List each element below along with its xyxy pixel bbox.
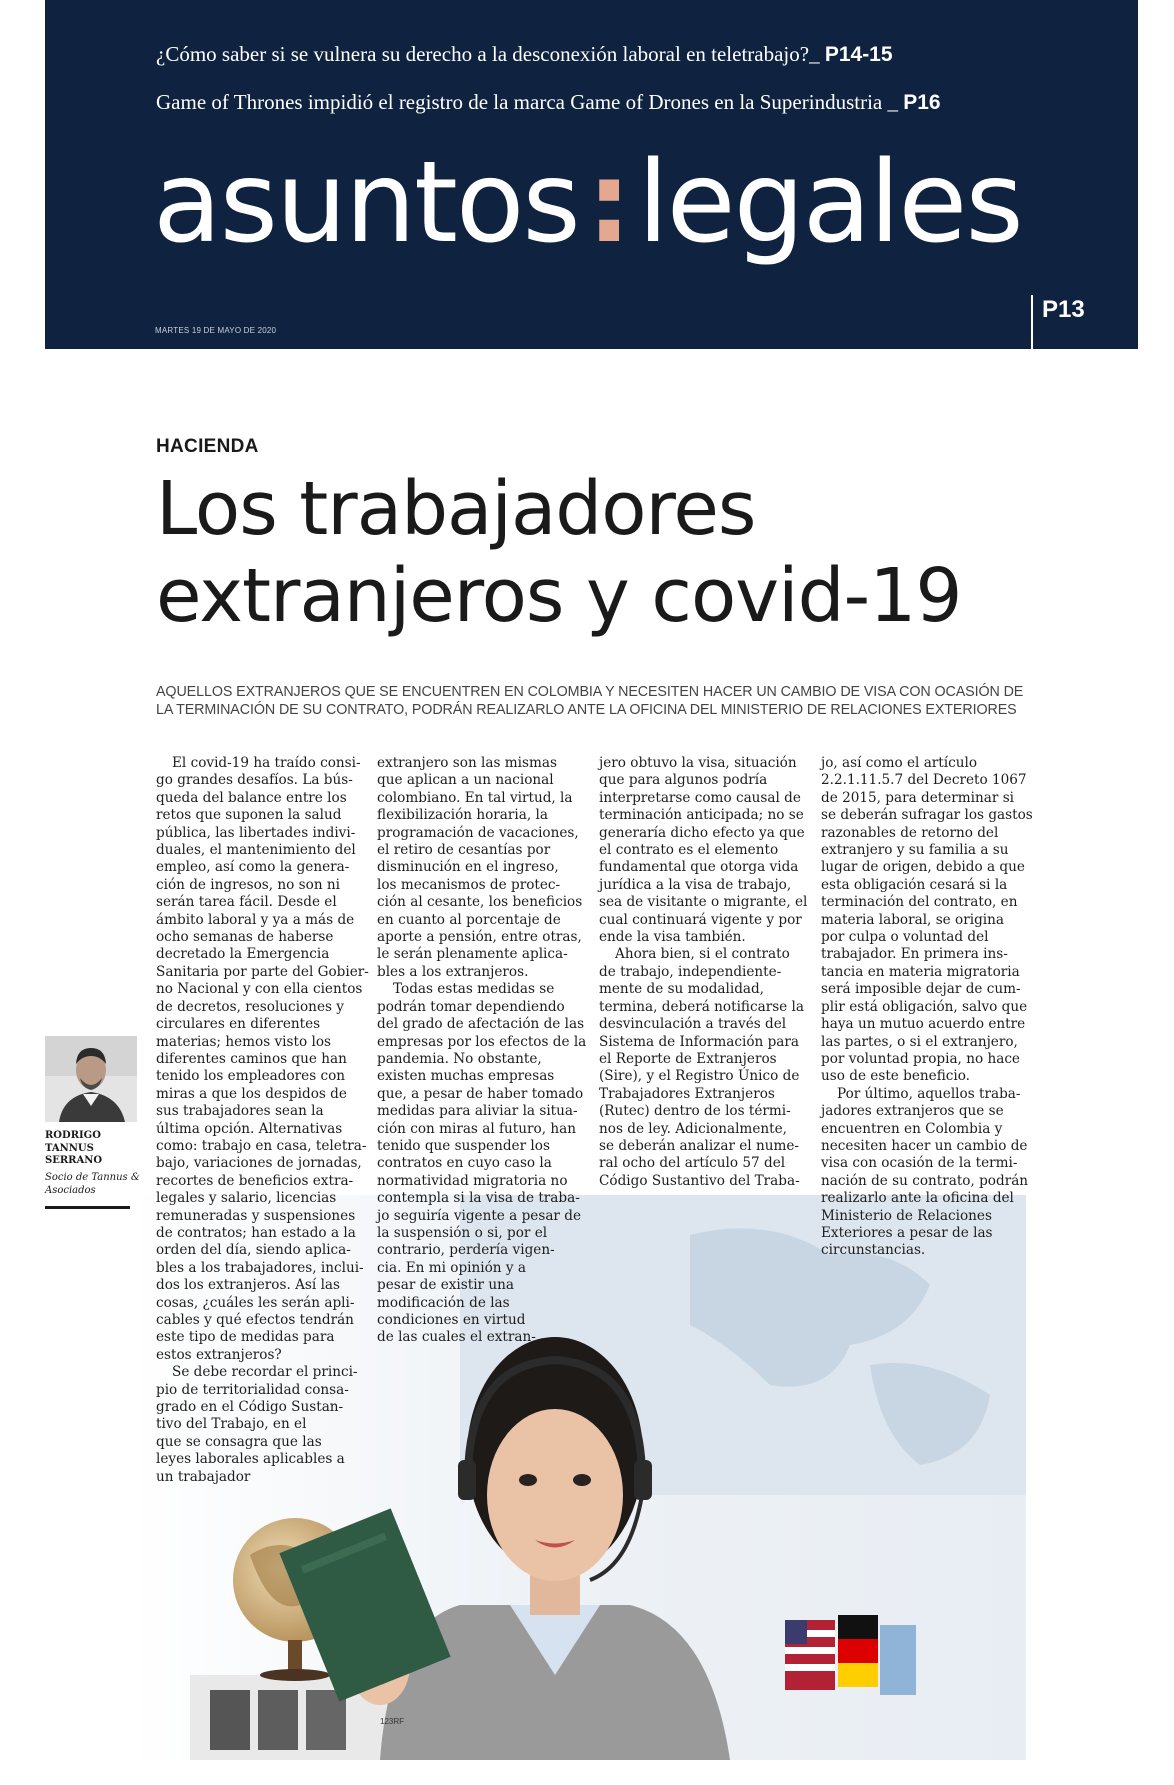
- section-label: HACIENDA: [156, 436, 259, 457]
- article-text-line: programación de vacaciones,: [377, 824, 579, 841]
- article-text-line: realizarlo ante la oficina del: [821, 1190, 1014, 1207]
- article-text-line: que se consagra que las: [156, 1433, 322, 1450]
- article-text-line: Se debe recordar el princi-: [172, 1364, 358, 1381]
- article-text-line: pública, las libertades indivi-: [156, 824, 356, 841]
- article-text-line: interpretarse como causal de: [599, 789, 801, 806]
- author-name: RODRIGO TANNUS SERRANO: [45, 1130, 103, 1166]
- article-text-line: sea de visitante o migrante, el: [599, 894, 808, 911]
- article-text-line: jero obtuvo la visa, situación: [599, 755, 797, 771]
- article-text-line: de trabajo, independiente-: [599, 963, 782, 980]
- article-text-line: circunstancias.: [821, 1242, 926, 1259]
- article-text-line: de decretos, resoluciones y: [156, 998, 344, 1015]
- article-text-line: visa con ocasión de la termi-: [821, 1155, 1018, 1172]
- article-text-line: que para algunos podría: [599, 772, 768, 789]
- article-text-line: razonables de retorno del: [821, 824, 999, 841]
- article-text-line: esta obligación cesará si la: [821, 876, 1008, 893]
- article-text-line: jo, así como el artículo: [821, 755, 978, 771]
- article-text-line: lugar de origen, debido a que: [821, 859, 1025, 876]
- deck-subtitle: AQUELLOS EXTRANJEROS QUE SE ENCUENTREN EN COLOMBIA Y NECESITEN HACER UN CAMBIO DE VISA CON OCASIÓN DE LA TERMINACIÓN DE SU CONTRATO, PODRÁN REALIZARLO ANTE LA OFICINA DEL MINISTERIO DE RELACIONES EXTERIORES: [156, 684, 1024, 718]
- article-text-line: Código Sustantivo del Traba-: [599, 1172, 800, 1189]
- article-text-line: fundamental que otorga vida: [599, 859, 799, 876]
- article-text-line: el retiro de cesantías por: [377, 842, 551, 859]
- article-text-line: ral ocho del artículo 57 del: [599, 1155, 786, 1172]
- article-text-line: pio de territorialidad consa-: [156, 1381, 349, 1398]
- logo-colon: :: [586, 138, 630, 268]
- article-text-line: será imposible dejar de cum-: [821, 981, 1021, 998]
- article-text-line: orden del día, siendo aplica-: [156, 1242, 351, 1259]
- article-text-line: cables y qué efectos tendrán: [156, 1312, 354, 1328]
- article-text-line: jadores extranjeros que se: [821, 1103, 1004, 1120]
- article-text-line: última opción. Alternativas: [156, 1120, 343, 1137]
- article-text-line: contratos en cuyo caso la: [377, 1155, 552, 1172]
- article-text-line: un trabajador: [156, 1468, 251, 1485]
- article-text-line: Todas estas medidas se: [393, 981, 555, 998]
- photo-credit: 123RF: [380, 1717, 405, 1726]
- article-text-line: no Nacional y con ella cientos: [156, 981, 363, 998]
- article-text-line: estos extranjeros?: [156, 1346, 282, 1363]
- author-role: Socio de Tannus & Asociados: [45, 1172, 140, 1196]
- article-text-line: Por último, aquellos traba-: [837, 1085, 1021, 1102]
- article-text-line: de 2015, para determinar si: [821, 789, 1015, 806]
- article-text-line: ción con miras al futuro, han: [377, 1120, 576, 1137]
- article-text-line: que, a pesar de haber tomado: [377, 1085, 584, 1102]
- article-text-line: cia. En mi opinión y a: [377, 1259, 526, 1276]
- article-text-line: materias; hemos visto los: [156, 1033, 331, 1050]
- article-text-line: le serán plenamente aplica-: [377, 946, 568, 963]
- article-text-line: decretado la Emergencia: [156, 946, 330, 963]
- article-text-line: tivo del Trabajo, en el: [156, 1416, 307, 1433]
- article-text-line: materia laboral, se origina: [821, 911, 1004, 928]
- article-text-line: leyes laborales aplicables a: [156, 1451, 345, 1468]
- article-text-line: Ministerio de Relaciones: [821, 1207, 992, 1224]
- article-text-line: haya un mutuo acuerdo entre: [821, 1016, 1026, 1033]
- article-text-line: jurídica a la visa de trabajo,: [599, 876, 792, 893]
- article-text-line: recortes de beneficios extra-: [156, 1172, 354, 1189]
- article-text-line: legales y salario, licencias: [156, 1190, 337, 1207]
- article-text-line: se deberán analizar el nume-: [599, 1137, 800, 1154]
- article-text-line: terminación anticipada; no se: [599, 807, 804, 824]
- article-text-line: jo seguiría vigente a pesar de: [377, 1207, 581, 1224]
- headline-line: extranjeros y covid-19: [156, 553, 962, 639]
- article-text-line: Sanitaria por parte del Gobier-: [156, 963, 369, 980]
- article-text-line: Exteriores a pesar de las: [821, 1224, 993, 1241]
- article-text-line: flexibilización horaria, la: [377, 807, 548, 824]
- article-text-line: condiciones en virtud: [377, 1312, 526, 1328]
- headline: [156, 466, 1056, 640]
- article-text-line: generaría dicho efecto ya que: [599, 824, 805, 841]
- article-text-line: termina, deberá notificarse la: [599, 998, 804, 1015]
- article-text-line: circulares en diferentes: [156, 1016, 321, 1033]
- article-text-line: disminución en el ingreso,: [377, 859, 559, 876]
- article-text-line: bajo, variaciones de jornadas,: [156, 1155, 362, 1172]
- article-text-line: 2.2.1.11.5.7 del Decreto 1067: [821, 772, 1027, 789]
- article-text-line: de las cuales el extran-: [377, 1329, 536, 1346]
- article-text-line: el contrato es el elemento: [599, 842, 779, 859]
- article-text-line: tenido que suspender los: [377, 1137, 550, 1154]
- article-text-line: los mecanismos de protec-: [377, 876, 561, 893]
- article-text-line: serán tarea fácil. Desde el: [156, 894, 337, 911]
- teaser-game-of-thrones[interactable]: Game of Thrones impidió el registro de la marca Game of Drones en la Superindustria _ P16: [156, 90, 941, 114]
- article-text-line: miras a que los despidos de: [156, 1085, 347, 1102]
- issue-date: MARTES 19 DE MAYO DE 2020: [155, 326, 277, 335]
- masthead: [45, 0, 1138, 349]
- article-text-line: aporte a pensión, entre otras,: [377, 929, 582, 946]
- headline-line: Los trabajadores: [156, 466, 756, 552]
- article-text-line: el Reporte de Extranjeros: [599, 1050, 777, 1067]
- article-text-line: bles a los extranjeros.: [377, 963, 529, 980]
- article-text-line: necesiten hacer un cambio de: [821, 1137, 1028, 1154]
- teaser-page-ref: P16: [903, 91, 941, 114]
- article-text-line: contempla si la visa de traba-: [377, 1190, 580, 1207]
- article-text-line: pandemia. No obstante,: [377, 1050, 542, 1067]
- article-text-line: duales, el mantenimiento del: [156, 842, 356, 859]
- article-text-line: las partes, o si el extranjero,: [821, 1033, 1018, 1050]
- article-text-line: normatividad migratoria no: [377, 1172, 568, 1189]
- article-column-2: [377, 755, 587, 1347]
- teaser-desconexion-laboral[interactable]: ¿Cómo saber si se vulnera su derecho a la desconexión laboral en teletrabajo?_ P14-15: [156, 42, 893, 66]
- article-text-line: mente de su modalidad,: [599, 981, 765, 998]
- article-text-line: tenido los empleadores con: [156, 1068, 346, 1085]
- article-column-3: [599, 755, 808, 1190]
- article-text-line: go grandes desafíos. La bús-: [156, 772, 353, 789]
- article-text-line: empresas por los efectos de la: [377, 1033, 587, 1050]
- article-text-line: podrán tomar dependiendo: [377, 998, 565, 1015]
- article-text-line: se deberán sufragar los gastos: [821, 807, 1033, 824]
- article-text-line: El covid-19 ha traído consi-: [172, 755, 361, 771]
- article-text-line: la suspensión o si, por el: [377, 1224, 548, 1241]
- article-text-line: este tipo de medidas para: [156, 1329, 335, 1346]
- teaser-page-ref: P14-15: [824, 43, 893, 66]
- publication-logo: asuntos:legales: [153, 138, 1022, 268]
- article-text-line: tancia en materia migratoria: [821, 963, 1020, 980]
- article-text-line: desvinculación a través del: [599, 1016, 787, 1033]
- article-text-line: nos de ley. Adicionalmente,: [599, 1120, 787, 1137]
- article-text-line: cosas, ¿cuáles les serán apli-: [156, 1294, 355, 1311]
- article-text-line: en cuanto al porcentaje de: [377, 911, 561, 928]
- article-text-line: modificación de las: [377, 1294, 510, 1311]
- article-text-line: Ahora bien, si el contrato: [615, 946, 790, 963]
- article-text-line: retos que suponen la salud: [156, 807, 342, 824]
- article-column-4: [821, 755, 1031, 1260]
- page-number: P13: [1042, 296, 1085, 323]
- article-text-line: diferentes caminos que han: [156, 1050, 347, 1067]
- article-text-line: sus trabajadores sean la: [156, 1103, 324, 1120]
- divider: [1031, 295, 1033, 349]
- article-text-line: remuneradas y suspensiones: [156, 1207, 356, 1224]
- article-text-line: plir está obligación, salvo que: [821, 998, 1028, 1015]
- divider: [45, 1206, 137, 1209]
- article-text-line: pesar de existir una: [377, 1277, 514, 1294]
- article-text-line: Trabajadores Extranjeros: [599, 1085, 775, 1102]
- article-text-line: ción de ingresos, no son ni: [156, 876, 341, 893]
- article-text-line: extranjero y su familia a su: [821, 842, 1009, 859]
- article-text-line: (Sire), y el Registro Único de: [599, 1068, 800, 1085]
- article-text-line: de contratos; han estado a la: [156, 1224, 356, 1241]
- article-text-line: terminación del contrato, en: [821, 894, 1018, 911]
- article-text-line: encuentren en Colombia y: [821, 1120, 1003, 1137]
- article-text-line: Sistema de Información para: [599, 1033, 799, 1050]
- article-text-line: dos los extranjeros. Así las: [156, 1277, 340, 1294]
- article-text-line: ámbito laboral y ya a más de: [156, 911, 355, 928]
- author-photo: [45, 1036, 137, 1122]
- article-text-line: existen muchas empresas: [377, 1068, 555, 1085]
- article-text-line: empleo, así como la genera-: [156, 859, 350, 876]
- article-text-line: uso de este beneficio.: [821, 1068, 970, 1085]
- article-text-line: colombiano. En tal virtud, la: [377, 789, 573, 806]
- article-text-line: grado en el Código Sustan-: [156, 1399, 344, 1416]
- article-text-line: contrario, perdería vigen-: [377, 1242, 555, 1259]
- article-text-line: queda del balance entre los: [156, 789, 347, 806]
- article-text-line: como: trabajo en casa, teletra-: [156, 1137, 367, 1154]
- article-text-line: cual continuará vigente y por: [599, 911, 802, 928]
- article-text-line: extranjero son las mismas: [377, 755, 557, 771]
- article-text-line: (Rutec) dentro de los térmi-: [599, 1103, 791, 1120]
- article-text-line: por voluntad propia, no hace: [821, 1050, 1020, 1067]
- article-text-line: ende la visa también.: [599, 929, 746, 946]
- article-text-line: del grado de afectación de las: [377, 1016, 585, 1033]
- article-text-line: ción al cesante, los beneficios: [377, 894, 583, 911]
- article-text-line: que aplican a un nacional: [377, 772, 554, 789]
- article-text-line: trabajador. En primera ins-: [821, 946, 1008, 963]
- article-text-line: nación de su contrato, podrán: [821, 1172, 1029, 1189]
- article-text-line: por culpa o voluntad del: [821, 929, 989, 946]
- author-portrait-icon: [45, 1036, 137, 1122]
- article-text-line: bles a los trabajadores, inclui-: [156, 1259, 364, 1276]
- article-text-line: medidas para aliviar la situa-: [377, 1103, 578, 1120]
- article-text-line: ocho semanas de haberse: [156, 929, 334, 946]
- article-column-1: [156, 755, 369, 1486]
